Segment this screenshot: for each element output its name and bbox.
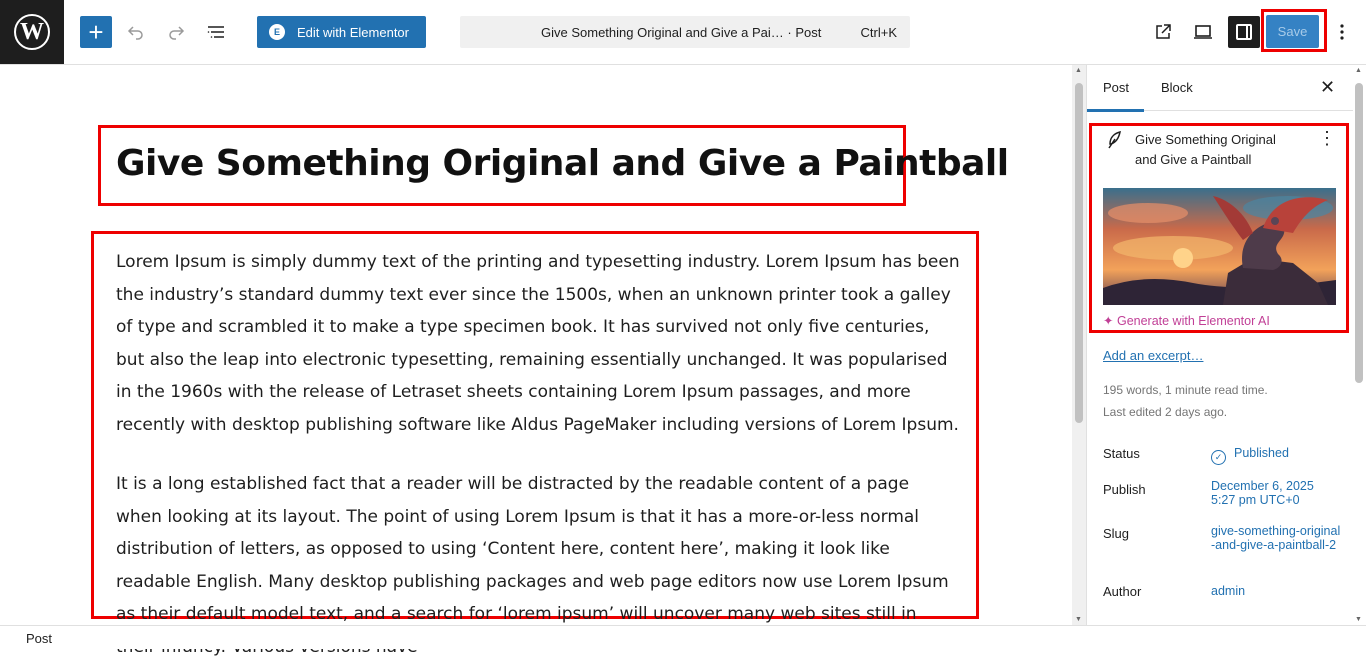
editor-header <box>0 0 1366 65</box>
settings-sidebar <box>1086 65 1366 625</box>
post-title[interactable]: Give Something Original and Give a Paintball <box>116 143 1009 184</box>
close-icon[interactable]: ✕ <box>1320 77 1336 97</box>
sparkle-icon: ✦ <box>1103 314 1114 328</box>
post-actions-icon[interactable]: ⋮ <box>1318 128 1336 148</box>
featured-image[interactable] <box>1103 188 1336 305</box>
sidebar-scrollbar[interactable] <box>1352 65 1366 625</box>
post-feather-icon <box>1106 131 1122 154</box>
wordpress-logo[interactable] <box>0 0 64 64</box>
slug-label: Slug <box>1103 526 1130 541</box>
view-post-icon[interactable] <box>1147 16 1179 48</box>
scroll-down-icon[interactable]: ▼ <box>1355 616 1362 623</box>
paragraph-block[interactable]: It is a long established fact that a reader will be distracted by the readable content of a page when looking at its layout. The point of using Lorem Ipsum is that it has a more-or-less normal distribution of letters, as opposed to using ‘Content here, content here’, making it look like readable English. Many desktop publishing packages and web page editors now use Lorem Ipsum as their default model text, and a search for ‘lorem ipsum’ will uncover many web sites still in <box>116 474 949 624</box>
author-label: Author <box>1103 584 1142 599</box>
tab-block[interactable]: Block <box>1161 80 1193 95</box>
save-button[interactable]: Save <box>1266 15 1319 48</box>
generate-ai-link[interactable] <box>1103 313 1270 328</box>
options-menu-icon[interactable] <box>1326 16 1358 48</box>
redo-icon[interactable] <box>160 16 192 48</box>
preview-device-icon[interactable] <box>1187 16 1219 48</box>
last-edited: Last edited 2 days ago. <box>1103 405 1228 419</box>
generate-ai-label: Generate with Elementor AI <box>1116 314 1270 328</box>
breadcrumb-post[interactable]: Post <box>26 631 53 646</box>
scrollbar-thumb[interactable] <box>1075 83 1083 423</box>
document-title: Give Something Original and Give a Pai… · Post <box>541 25 822 40</box>
settings-sidebar-toggle[interactable] <box>1228 16 1260 48</box>
author-link[interactable]: admin <box>1211 584 1246 598</box>
status-text: Published <box>1234 446 1289 460</box>
scroll-up-icon[interactable]: ▲ <box>1075 67 1082 74</box>
paragraph-block[interactable]: Lorem Ipsum is simply dummy text of the printing and typesetting industry. Lorem Ipsum has been the industry’s standard dummy text ever since the 1500s, when an unknown printer took a galley of type and scrambled it to make a type specimen book. It has survived not only five centuries, but also the leap into electronic typesetting, remaining essentially unchanged. It was popularised in the 1960s with the release of Letraset sheets containing Lorem Ipsum passages, and more recently with desktop publishing software like Aldus PageMaker including versions of Lorem Ipsum. <box>116 252 960 435</box>
scroll-down-icon[interactable]: ▼ <box>1075 616 1082 623</box>
tab-post[interactable]: Post <box>1103 80 1130 95</box>
edit-with-elementor-button[interactable] <box>257 16 426 48</box>
slug-link[interactable]: give-something-original-and-give-a-paintball-2 <box>1211 524 1341 552</box>
add-block-button[interactable]: + <box>80 16 112 48</box>
post-summary-title: Give Something Original and Give a Paintball <box>1135 132 1276 167</box>
status-value[interactable] <box>1211 446 1341 465</box>
scroll-up-icon[interactable]: ▲ <box>1355 67 1362 74</box>
undo-icon[interactable] <box>120 16 152 48</box>
shortcut-hint: Ctrl+K <box>860 25 897 40</box>
scrollbar-thumb[interactable] <box>1355 83 1363 383</box>
document-overview-icon[interactable] <box>200 16 232 48</box>
wordpress-icon: W <box>14 14 50 50</box>
command-palette-bar[interactable] <box>460 16 910 48</box>
editor-canvas <box>0 65 1072 625</box>
publish-label: Publish <box>1103 482 1146 497</box>
word-count: 195 words, 1 minute read time. <box>1103 383 1268 397</box>
editor-scrollbar[interactable] <box>1072 65 1086 625</box>
elementor-button-label: Edit with Elementor <box>297 24 409 40</box>
status-label: Status <box>1103 446 1140 461</box>
check-circle-icon: ✓ <box>1211 450 1226 465</box>
block-breadcrumb-bar <box>0 625 1366 649</box>
elementor-icon: E <box>269 24 285 40</box>
add-excerpt-link[interactable]: Add an excerpt… <box>1103 348 1204 363</box>
sidebar-icon <box>1236 24 1252 40</box>
publish-date-button[interactable]: December 6, 2025 5:27 pm UTC+0 <box>1211 479 1314 507</box>
sidebar-tabs <box>1087 65 1353 111</box>
